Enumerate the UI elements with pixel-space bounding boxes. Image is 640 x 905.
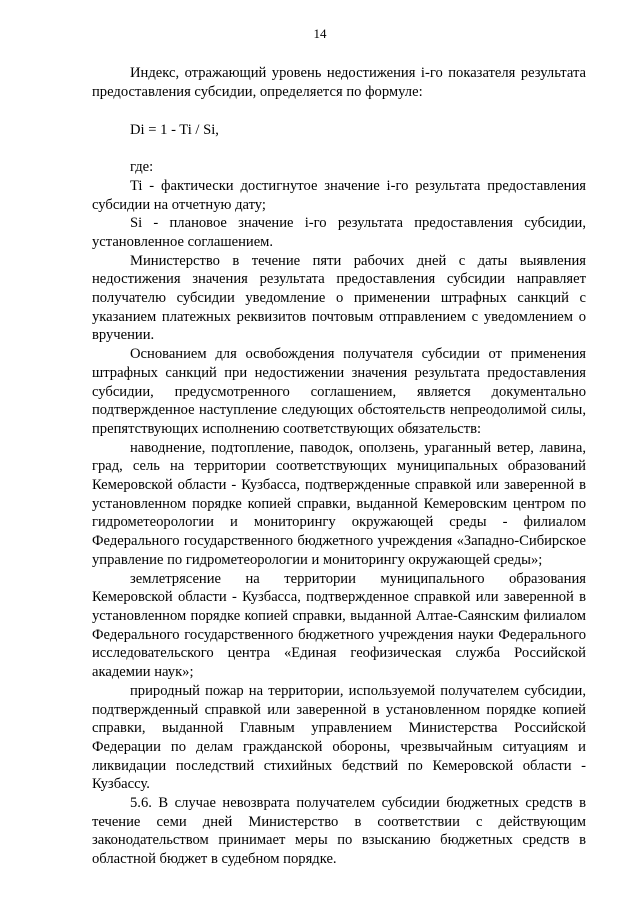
list-item-fire: природный пожар на территории, используемой получателем субсидии, подтвержденный справкой или заверенной в установленном порядке копией справки, выданной Главным управлением Министерства Российской Федерации по делам гражданской обороны, чрезвычайным ситуациям и ликвидации последствий стихийных бедствий по Кемеровской области - Кузбассу.: [92, 682, 586, 793]
paragraph-ministry-notice: Министерство в течение пяти рабочих дней с даты выявления недостижения значения результата предоставления субсидии направляет получателю субсидии уведомление о применении штрафных санкций с указанием платежных реквизитов почтовым отправлением с уведомлением о вручении.: [92, 252, 586, 344]
definition-ti: Ti - фактически достигнутое значение i-го результата предоставления субсидии на отчетную дату;: [92, 177, 586, 213]
definition-si: Si - плановое значение i-го результата предоставления субсидии, установленное соглашением.: [92, 215, 586, 250]
page-number: 14: [313, 26, 327, 41]
paragraph-where: где:: [130, 159, 154, 176]
paragraph-clause-5-6: 5.6. В случае невозврата получателем субсидии бюджетных средств в течение семи дней Министерство в соответствии с действующим законодательством принимает меры по взысканию бюджетных средств в областной бюджет в судебном порядке.: [92, 795, 586, 868]
formula: Di = 1 - Ti / Si,: [130, 122, 219, 139]
list-item-earthquake: землетрясение на территории муниципального образования Кемеровской области - Кузбасса, подтвержденное справкой или заверенной в установленном порядке копией справки, выданной Алтае-Саянским филиалом Федерального государственного бюджетного учреждения науки Федерального исследовательского центра «Единая геофизическая служба Российской академии наук»;: [92, 570, 586, 681]
list-item-flood: наводнение, подтопление, паводок, оползень, ураганный ветер, лавина, град, сель на территории соответствующих муниципальных образований Кемеровской области - Кузбасса, подтвержденные справкой или заверенной в установленном порядке копией справки, выданной Кемеровским центром по гидрометеорологии и мониторингу окружающей среды - филиалом Федерального государственного бюджетного учреждения «Западно-Сибирское управление по гидрометеорологии и мониторингу окружающей среды»;: [92, 439, 586, 568]
document-body: [92, 64, 586, 869]
paragraph-intro: Индекс, отражающий уровень недостижения i-го показателя результата предоставления субсидии, определяется по формуле:: [92, 65, 586, 100]
paragraph-exemption-basis: Основанием для освобождения получателя субсидии от применения штрафных санкций при недостижении значения результата предоставления субсидии, предусмотренного соглашением, является документально подтвержденное наступление следующих обстоятельств непреодолимой силы, препятствующих исполнению соответствующих обязательств:: [92, 346, 586, 437]
